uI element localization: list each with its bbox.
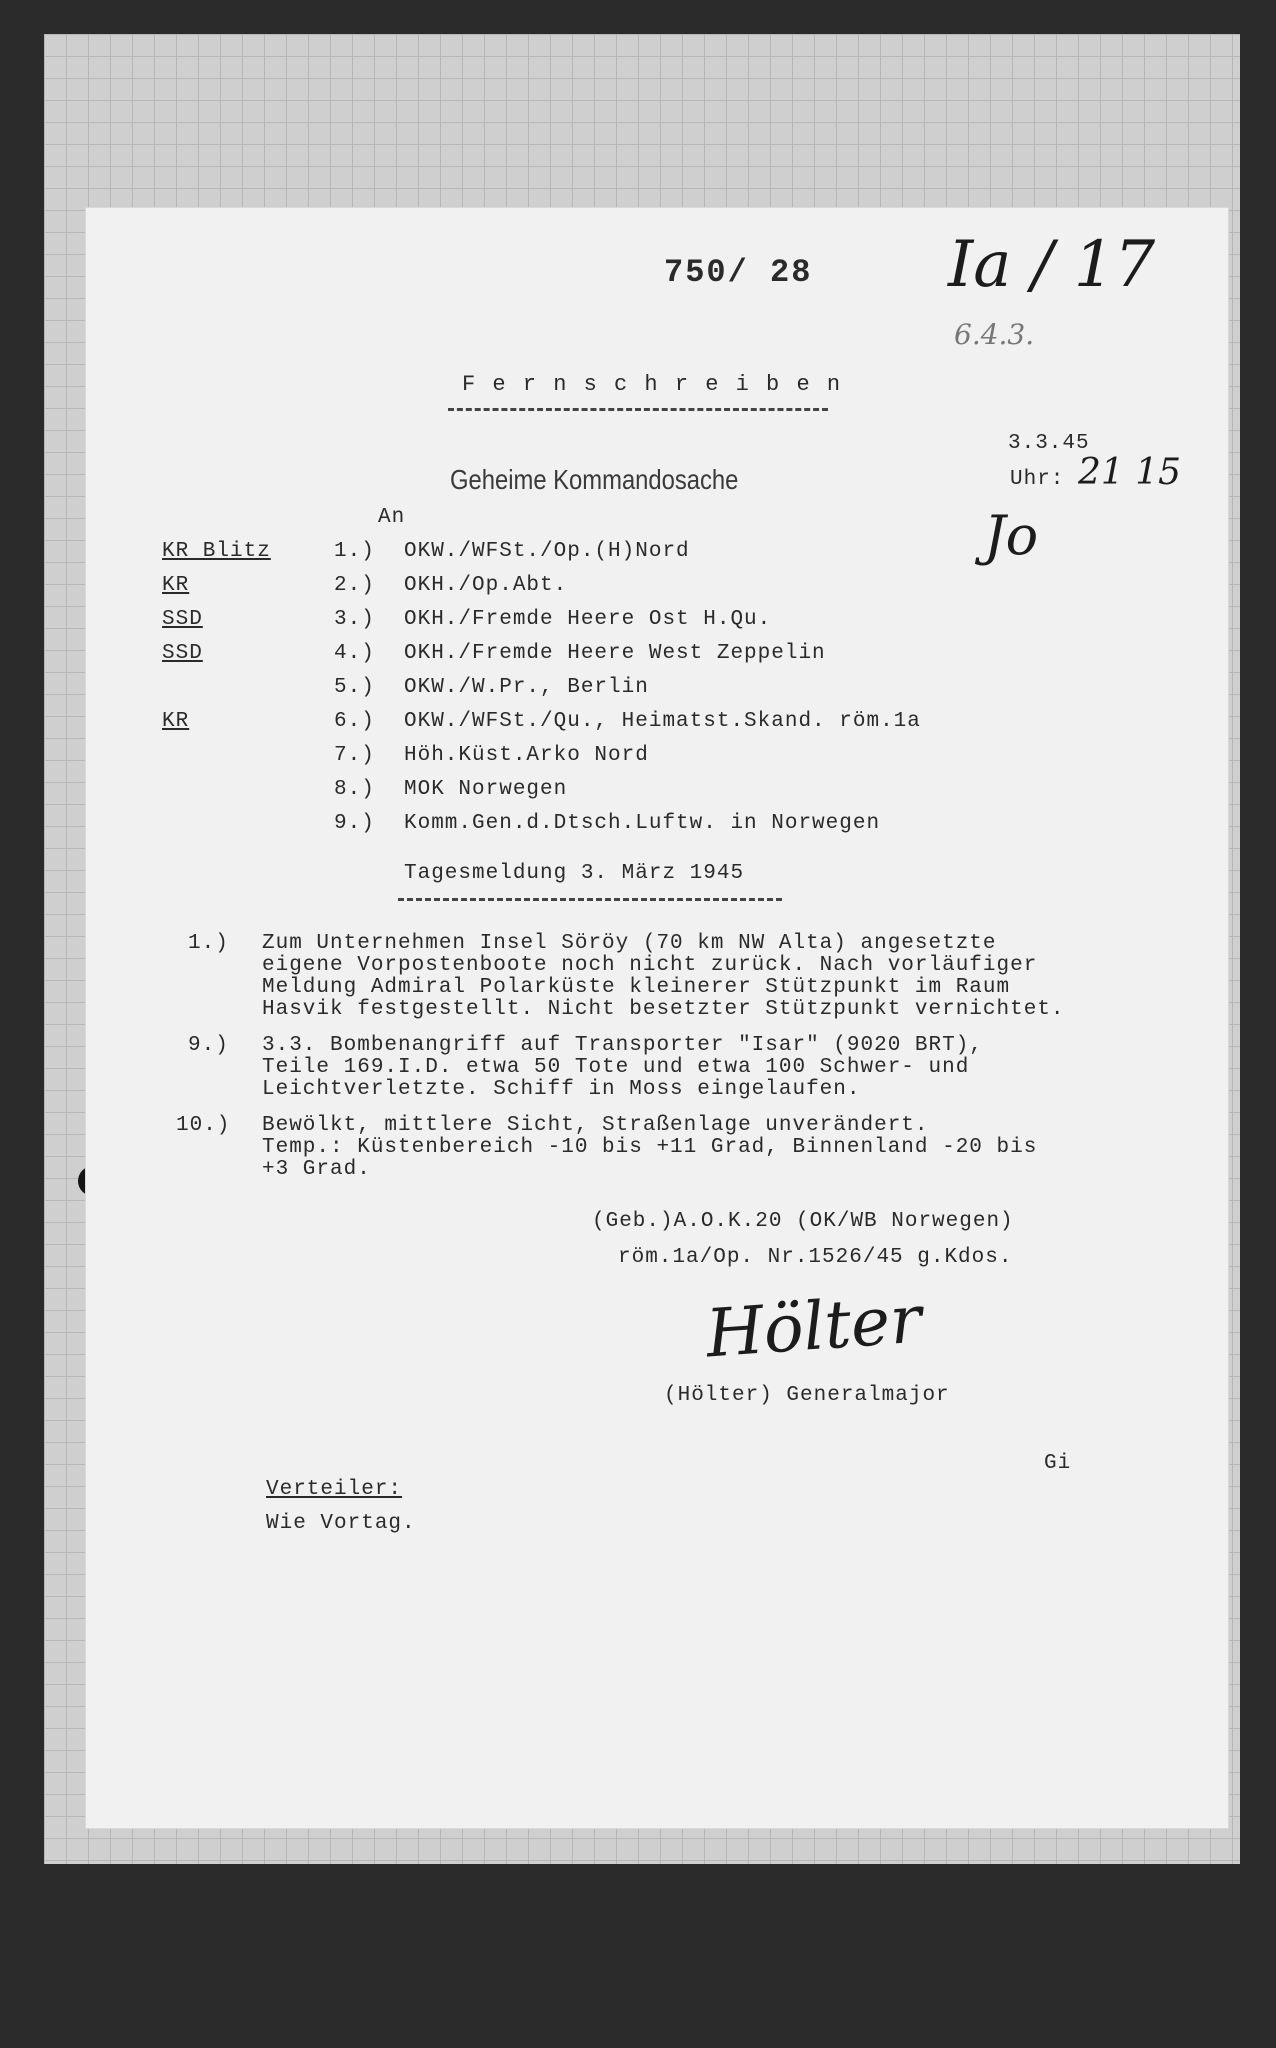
item-number: 10.) [176, 1114, 231, 1137]
recipient-number: 4.) [334, 642, 375, 665]
recipient-name: OKW./WFSt./Op.(H)Nord [404, 540, 690, 563]
typist-initials: Gi [1044, 1452, 1072, 1475]
recipient-number: 2.) [334, 574, 375, 597]
item-line: Temp.: Küstenbereich -10 bis +11 Grad, Binnenland -20 bis [262, 1136, 1038, 1159]
item-line: 3.3. Bombenangriff auf Transporter "Isar" (9020 BRT), [262, 1034, 983, 1057]
item-line: Meldung Admiral Polarküste kleinerer Stützpunkt im Raum [262, 976, 1011, 999]
recipient-name: MOK Norwegen [404, 778, 568, 801]
document-number: 750/ 28 [664, 254, 813, 291]
item-line: Teile 169.I.D. etwa 50 Tote und etwa 100 Schwer- und [262, 1056, 970, 1079]
document-title: F e r n s c h r e i b e n [462, 372, 843, 397]
recipient-name: OKW./WFSt./Qu., Heimatst.Skand. röm.1a [404, 710, 921, 733]
recipient-name: Komm.Gen.d.Dtsch.Luftw. in Norwegen [404, 812, 881, 835]
recipient-name: OKH./Op.Abt. [404, 574, 568, 597]
item-number: 9.) [188, 1034, 229, 1057]
recipient-number: 8.) [334, 778, 375, 801]
recipient-number: 5.) [334, 676, 375, 699]
subject-underline [398, 898, 782, 901]
telex-document [86, 208, 1228, 1828]
item-line: Zum Unternehmen Insel Söröy (70 km NW Alta) angesetzte [262, 932, 997, 955]
item-number: 1.) [188, 932, 229, 955]
priority-label: SSD [162, 642, 203, 665]
item-line: Bewölkt, mittlere Sicht, Straßenlage unverändert. [262, 1114, 929, 1137]
distribution-value: Wie Vortag. [266, 1512, 416, 1535]
recipient-number: 9.) [334, 812, 375, 835]
priority-label: KR [162, 710, 190, 733]
item-line: +3 Grad. [262, 1158, 371, 1181]
priority-label: KR [162, 574, 190, 597]
recipient-name: OKW./W.Pr., Berlin [404, 676, 649, 699]
handwritten-initials: Jo [984, 504, 1039, 567]
time-label: Uhr: [1010, 468, 1065, 491]
date-value: 3.3.45 [1008, 432, 1090, 455]
classification-stamp: Geheime Kommandosache [450, 464, 739, 495]
item-line: Leichtverletzte. Schiff in Moss eingelaufen. [262, 1078, 861, 1101]
sender-unit: (Geb.)A.O.K.20 (OK/WB Norwegen) [592, 1210, 1014, 1233]
title-underline [448, 408, 828, 411]
an-label: An [378, 506, 406, 529]
distribution-label: Verteiler: [266, 1478, 403, 1501]
sender-reference: röm.1a/Op. Nr.1526/45 g.Kdos. [618, 1246, 1013, 1269]
signer-name: (Hölter) Generalmajor [664, 1384, 950, 1407]
item-line: Hasvik festgestellt. Nicht besetzter Stützpunkt vernichtet. [262, 998, 1065, 1021]
priority-label: KR Blitz [162, 540, 271, 563]
recipient-number: 7.) [334, 744, 375, 767]
recipient-number: 1.) [334, 540, 375, 563]
recipient-number: 6.) [334, 710, 375, 733]
handwritten-reference: Ia / 17 [948, 228, 1156, 302]
recipient-name: OKH./Fremde Heere Ost H.Qu. [404, 608, 772, 631]
handwritten-signature: Hölter [703, 1280, 924, 1373]
report-subject: Tagesmeldung 3. März 1945 [404, 862, 745, 885]
handwritten-time: 21 15 [1078, 452, 1182, 493]
recipient-number: 3.) [334, 608, 375, 631]
priority-label: SSD [162, 608, 203, 631]
recipient-name: Höh.Küst.Arko Nord [404, 744, 649, 767]
recipient-name: OKH./Fremde Heere West Zeppelin [404, 642, 826, 665]
handwritten-subreference: 6.4.3. [954, 318, 1035, 351]
item-line: eigene Vorpostenboote noch nicht zurück. Nach vorläufiger [262, 954, 1038, 977]
